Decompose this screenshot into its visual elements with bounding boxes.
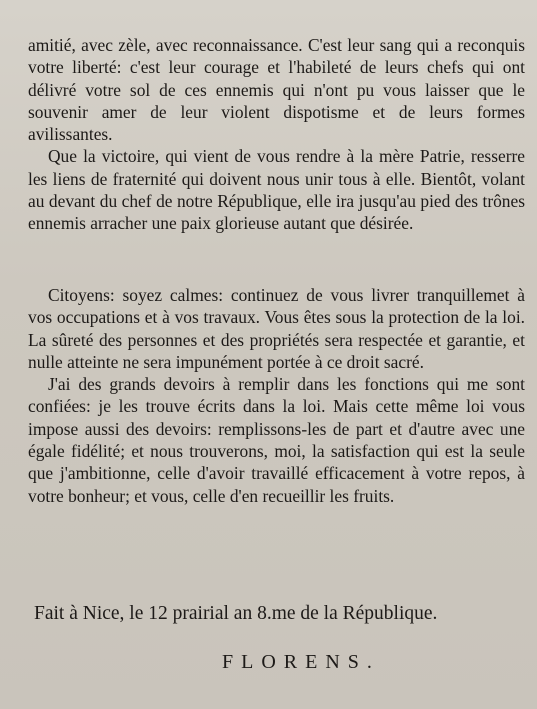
paragraph-citoyens: Citoyens: soyez calmes: continuez de vous livrer tranquillemet à vos occupations et à vos travaux. Vous êtes sous la protection de la loi. La sûreté des personnes et des propriétés sera respectée et garantie, et nulle atteinte ne sera impunément portée à ce droit sacré.	[28, 285, 525, 372]
text-block-lower	[28, 284, 525, 507]
paragraph-devoirs: J'ai des grands devoirs à remplir dans les fonctions qui me sont confiées: je les trouve écrits dans la loi. Mais cette même loi vous impose aussi des devoirs: remplissons-les de part et d'autre avec une égale fidélité; et nous trouverons, moi, la satisfaction qui est la seule que j'ambitionne, celle d'avoir travaillé efficacement à votre repos, à votre bonheur; et vous, celle d'en recueillir les fruits.	[28, 374, 525, 506]
paragraph-continuation: amitié, avec zèle, avec reconnaissance. C'est leur sang qui a reconquis votre liberté: c'est leur courage et l'habileté de leurs chefs qui ont délivré votre sol de ces ennemis qui n'ont pu vous laisser que le souvenir amer de leur violent dispotisme et de leurs formes avilissantes.	[28, 35, 525, 145]
closing-line: Fait à Nice, le 12 prairial an 8.me de la République.	[34, 603, 438, 624]
text-block-upper	[28, 34, 525, 235]
signature: FLORENS.	[222, 651, 380, 673]
paragraph-victoire: Que la victoire, qui vient de vous rendre à la mère Patrie, resserre les liens de fraternité qui doivent nous unir tous à elle. Bientôt, volant au devant du chef de notre République, elle ira jusqu'au pied des trônes ennemis arracher une paix glorieuse autant que désirée.	[28, 146, 525, 234]
